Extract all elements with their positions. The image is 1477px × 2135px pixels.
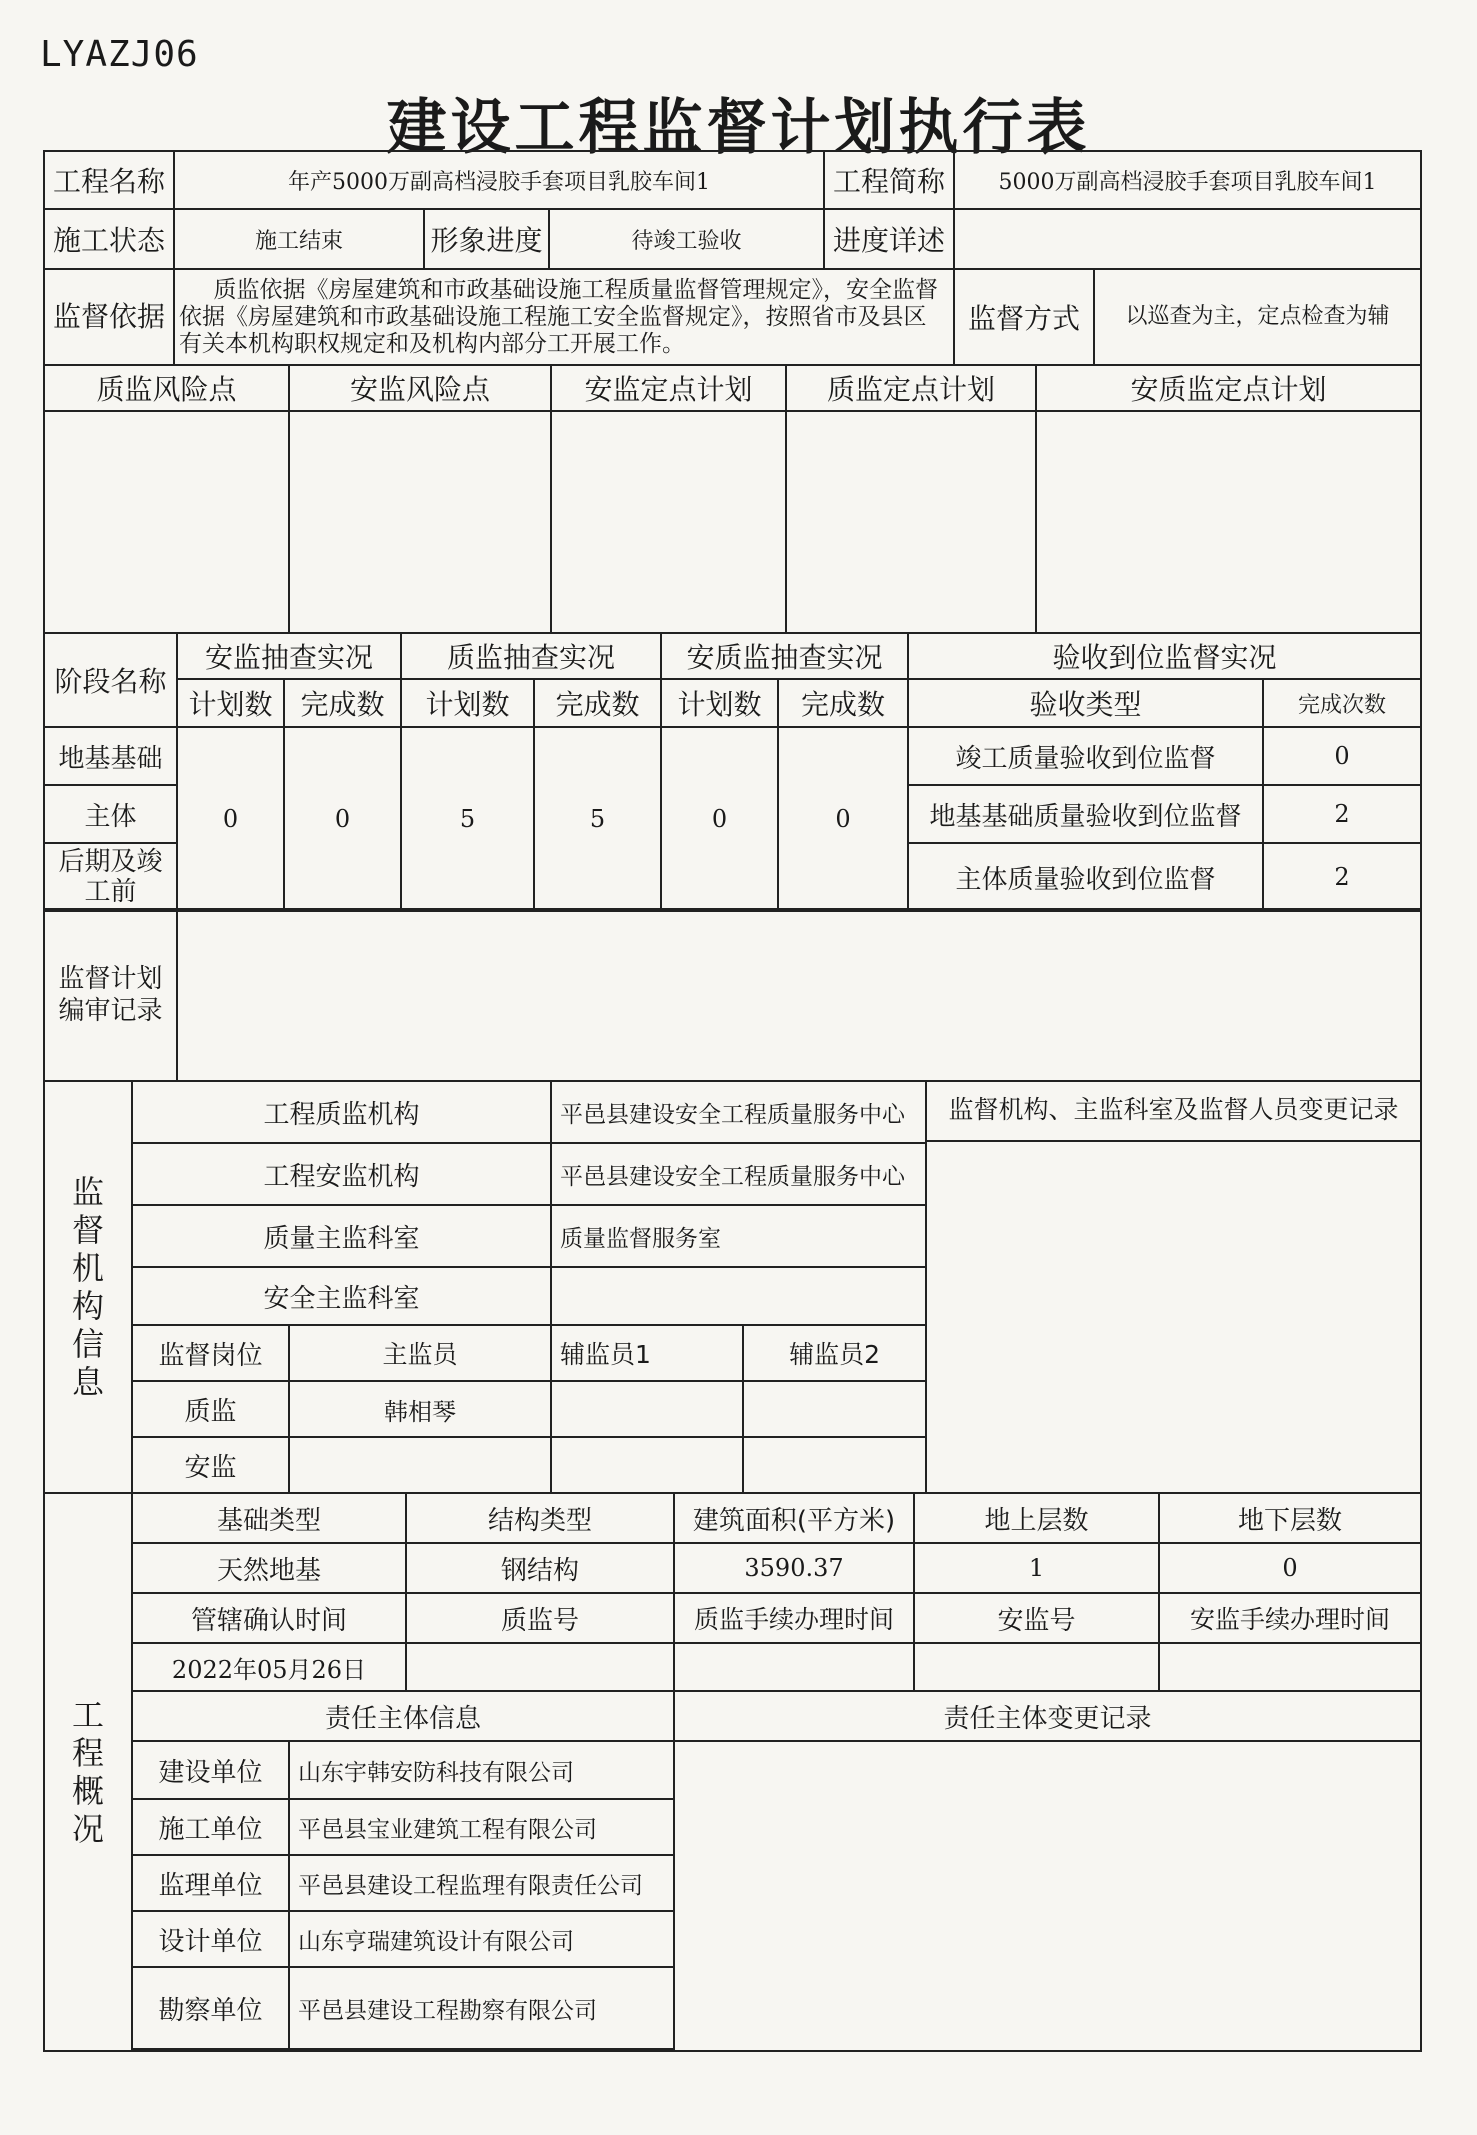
safety-proc-time	[1159, 1643, 1421, 1691]
accept-type-label: 验收类型	[908, 679, 1263, 727]
construction-status-label: 施工状态	[44, 209, 174, 269]
party-name: 平邑县建设工程勘察有限公司	[289, 1967, 674, 2049]
risk-table	[43, 364, 1422, 634]
quality-post-label: 质监	[132, 1381, 289, 1437]
structure-type-label: 结构类型	[406, 1493, 674, 1543]
quality-asst1	[551, 1381, 743, 1437]
spacer	[132, 2049, 674, 2051]
stage-final: 后期及竣工前	[44, 843, 177, 911]
risk-header-safety-plan: 安监定点计划	[551, 365, 786, 411]
safety-post-label: 安监	[132, 1437, 289, 1493]
group-quality: 质监抽查实况	[401, 633, 661, 679]
quality-dept-label: 质量主监科室	[132, 1205, 551, 1267]
progress: 待竣工验收	[549, 209, 824, 269]
method: 以巡查为主，定点检查为辅	[1094, 269, 1421, 365]
acceptance-count: 2	[1263, 785, 1421, 843]
risk-cell	[289, 411, 551, 633]
risk-header-quality-plan: 质监定点计划	[786, 365, 1036, 411]
quality-done-count: 5	[534, 727, 661, 911]
overview-section-label: 工程概况	[44, 1493, 132, 2051]
plan-label: 计划数	[661, 679, 778, 727]
foundation-type-label: 基础类型	[132, 1493, 406, 1543]
basis-label: 监督依据	[44, 269, 174, 365]
party-role: 监理单位	[132, 1855, 289, 1911]
safety-org-label: 工程安监机构	[132, 1143, 551, 1205]
risk-header-safety: 安监风险点	[289, 365, 551, 411]
party-name: 平邑县建设工程监理有限责任公司	[289, 1855, 674, 1911]
responsible-change-label: 责任主体变更记录	[674, 1691, 1421, 1741]
post-label: 监督岗位	[132, 1325, 289, 1381]
accept-count-label: 完成次数	[1263, 679, 1421, 727]
stage-foundation: 地基基础	[44, 727, 177, 785]
acceptance-type: 竣工质量验收到位监督	[908, 727, 1263, 785]
plan-review-label: 监督计划编审记录	[44, 909, 177, 1081]
responsible-change-record	[674, 1741, 1421, 2051]
safety-dept-label: 安全主监科室	[132, 1267, 551, 1325]
agency-section-label: 监督机构信息	[44, 1081, 132, 1493]
quality-chief: 韩相琴	[289, 1381, 551, 1437]
quality-dept: 质量监督服务室	[551, 1205, 926, 1267]
form-code: LYAZJ06	[40, 34, 199, 75]
asst1-label: 辅监员1	[551, 1325, 743, 1381]
party-name: 山东亨瑞建筑设计有限公司	[289, 1911, 674, 1967]
risk-header-combined-plan: 安质监定点计划	[1036, 365, 1421, 411]
below-floors-label: 地下层数	[1159, 1493, 1421, 1543]
party-name: 山东宇韩安防科技有限公司	[289, 1741, 674, 1799]
done-label: 完成数	[284, 679, 401, 727]
done-label: 完成数	[534, 679, 661, 727]
acceptance-count: 0	[1263, 727, 1421, 785]
acceptance-type: 主体质量验收到位监督	[908, 843, 1263, 911]
risk-cell	[551, 411, 786, 633]
safety-done-count: 0	[284, 727, 401, 911]
done-label: 完成数	[778, 679, 908, 727]
confirm-time-label: 管辖确认时间	[132, 1593, 406, 1643]
quality-org-label: 工程质监机构	[132, 1081, 551, 1143]
construction-status: 施工结束	[174, 209, 424, 269]
safety-proc-time-label: 安监手续办理时间	[1159, 1593, 1421, 1643]
safety-asst2	[743, 1437, 926, 1493]
chief-label: 主监员	[289, 1325, 551, 1381]
quality-plan-count: 5	[401, 727, 534, 911]
party-role: 勘察单位	[132, 1967, 289, 2049]
safety-chief	[289, 1437, 551, 1493]
structure-type: 钢结构	[406, 1543, 674, 1593]
plan-label: 计划数	[177, 679, 284, 727]
method-label: 监督方式	[954, 269, 1094, 365]
progress-detail-label: 进度详述	[824, 209, 954, 269]
project-abbr-label: 工程简称	[824, 151, 954, 209]
plan-label: 计划数	[401, 679, 534, 727]
asst2-label: 辅监员2	[743, 1325, 926, 1381]
above-floors: 1	[914, 1543, 1159, 1593]
stage-label: 阶段名称	[44, 633, 177, 727]
group-acceptance: 验收到位监督实况	[908, 633, 1421, 679]
quality-org: 平邑县建设安全工程质量服务中心	[551, 1081, 926, 1143]
group-combined: 安质监抽查实况	[661, 633, 908, 679]
safety-no-label: 安监号	[914, 1593, 1159, 1643]
project-name-label: 工程名称	[44, 151, 174, 209]
plan-review-table	[43, 908, 1422, 1082]
project-abbr: 5000万副高档浸胶手套项目乳胶车间1	[954, 151, 1421, 209]
risk-cell	[44, 411, 289, 633]
below-floors: 0	[1159, 1543, 1421, 1593]
group-safety: 安监抽查实况	[177, 633, 401, 679]
responsible-info-label: 责任主体信息	[132, 1691, 674, 1741]
party-role: 设计单位	[132, 1911, 289, 1967]
risk-cell	[1036, 411, 1421, 633]
combined-plan-count: 0	[661, 727, 778, 911]
acceptance-count: 2	[1263, 843, 1421, 911]
party-role: 施工单位	[132, 1799, 289, 1855]
risk-cell	[786, 411, 1036, 633]
risk-header-quality: 质监风险点	[44, 365, 289, 411]
quality-asst2	[743, 1381, 926, 1437]
agency-change-record: 监督机构、主监科室及监督人员变更记录	[926, 1081, 1421, 1493]
header-table	[43, 150, 1422, 366]
progress-label: 形象进度	[424, 209, 549, 269]
quality-proc-time-label: 质监手续办理时间	[674, 1593, 914, 1643]
safety-dept	[551, 1267, 926, 1325]
project-name: 年产5000万副高档浸胶手套项目乳胶车间1	[174, 151, 824, 209]
basis-text: 质监依据《房屋建筑和市政基础设施工程质量监督管理规定》，安全监督依据《房屋建筑和市政基础设施工程施工安全监督规定》，按照省市及县区有关本机构职权规定和及机构内部分工开展工作。	[174, 269, 954, 365]
stage-main: 主体	[44, 785, 177, 843]
combined-done-count: 0	[778, 727, 908, 911]
page-title: 建设工程监督计划执行表	[386, 93, 1091, 163]
progress-detail	[954, 209, 1421, 269]
safety-no	[914, 1643, 1159, 1691]
building-area: 3590.37	[674, 1543, 914, 1593]
safety-plan-count: 0	[177, 727, 284, 911]
quality-proc-time	[674, 1643, 914, 1691]
safety-asst1	[551, 1437, 743, 1493]
party-role: 建设单位	[132, 1741, 289, 1799]
foundation-type: 天然地基	[132, 1543, 406, 1593]
overview-table	[43, 1492, 1422, 2052]
area-label: 建筑面积(平方米)	[674, 1493, 914, 1543]
acceptance-type: 地基基础质量验收到位监督	[908, 785, 1263, 843]
above-floors-label: 地上层数	[914, 1493, 1159, 1543]
plan-review-value	[177, 909, 1421, 1081]
quality-no-label: 质监号	[406, 1593, 674, 1643]
safety-org: 平邑县建设安全工程质量服务中心	[551, 1143, 926, 1205]
party-name: 平邑县宝业建筑工程有限公司	[289, 1799, 674, 1855]
quality-no	[406, 1643, 674, 1691]
confirm-time: 2022年05月26日	[132, 1643, 406, 1691]
agency-table	[43, 1080, 1422, 1494]
stage-table	[43, 632, 1422, 912]
